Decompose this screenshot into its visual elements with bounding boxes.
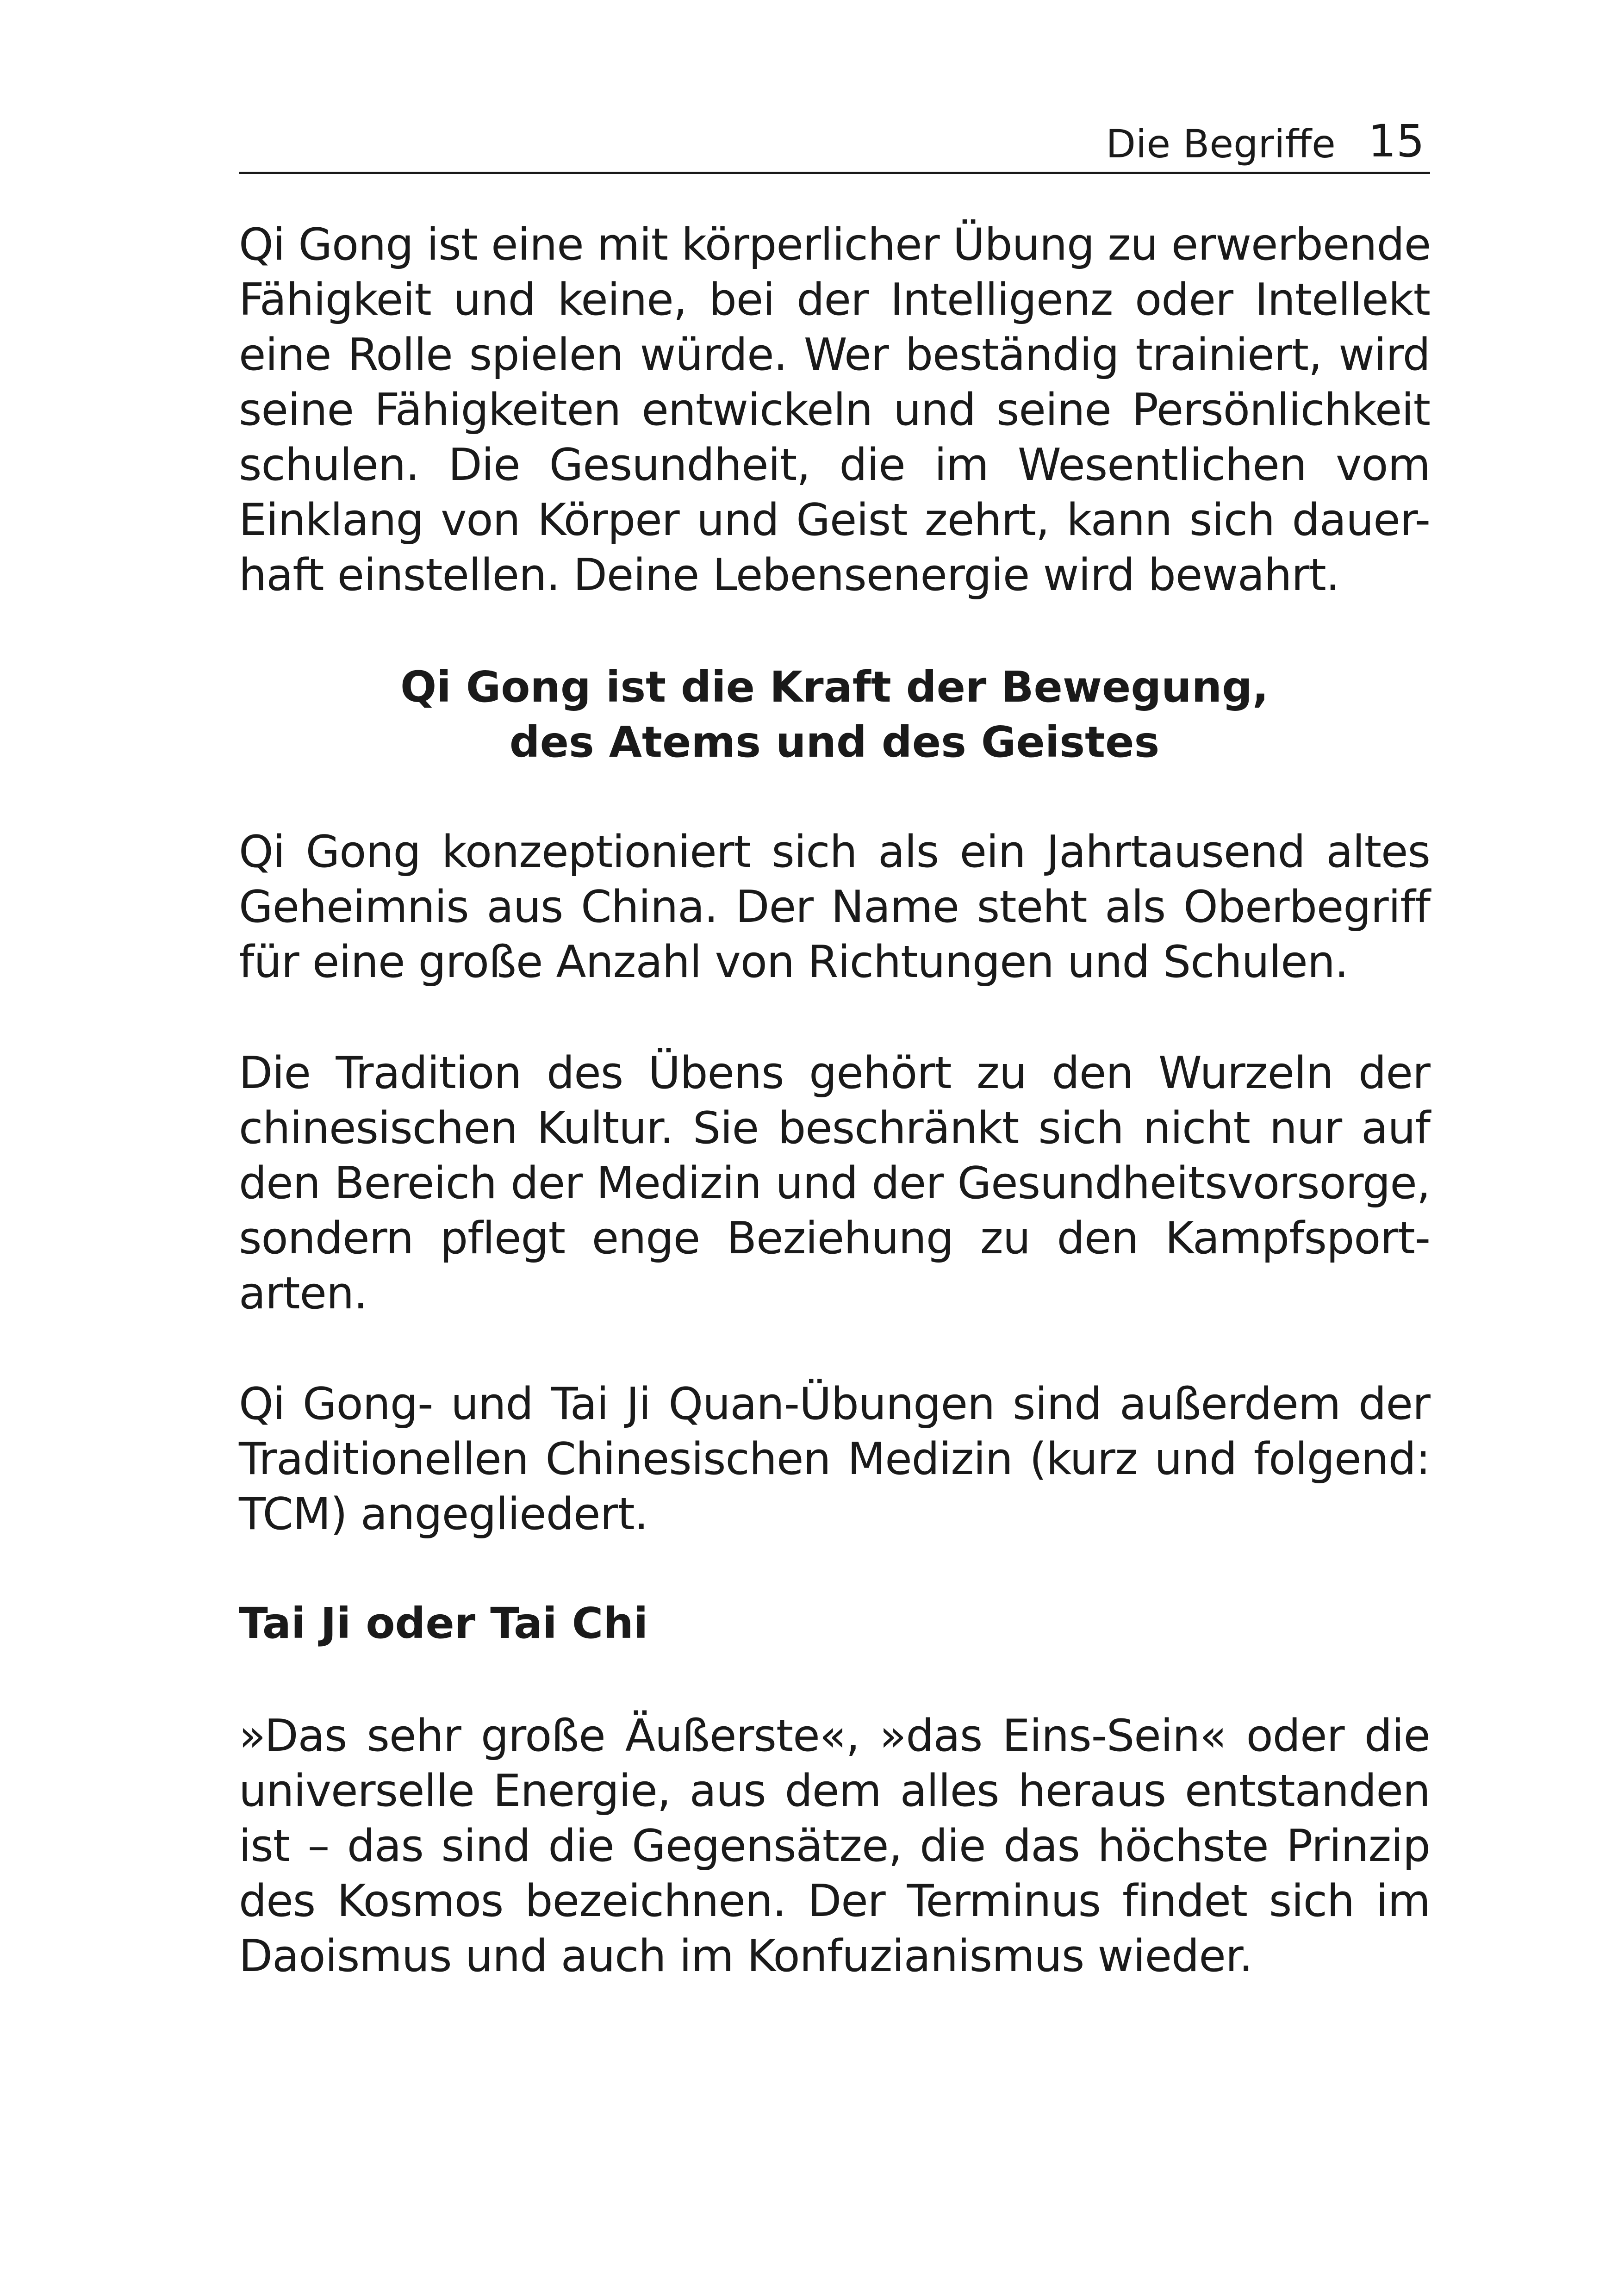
paragraph-tradition [239, 1046, 1430, 1321]
text-line: für eine große Anzahl von Richtungen und Schulen. [239, 937, 1349, 988]
text-line: eine Rolle spielen würde. Wer beständig trainiert, wird [239, 330, 1430, 380]
running-head-section-title: Die Begriffe [1106, 121, 1336, 167]
book-page [239, 0, 1430, 2296]
text-line: Fähigkeit und keine, bei der Intelligenz oder Intellekt [239, 274, 1430, 325]
paragraph-qi-gong-ability [239, 218, 1430, 603]
text-line: des Kosmos bezeichnen. Der Terminus findet sich im [239, 1876, 1430, 1927]
text-line: Qi Gong ist eine mit körperlicher Übung zu erwerbende [239, 219, 1431, 270]
text-line: chinesischen Kultur. Sie beschränkt sich nicht nur auf [239, 1103, 1430, 1154]
text-line: Qi Gong- und Tai Ji Quan-Übungen sind außerdem der [239, 1379, 1430, 1430]
paragraph-tai-ji-definition [239, 1709, 1430, 1984]
text-line: Daoismus und auch im Konfuzianismus wieder. [239, 1931, 1253, 1982]
running-header [239, 109, 1430, 174]
text-line: seine Fähigkeiten entwickeln und seine Persönlichkeit [239, 385, 1430, 436]
text-line: TCM) angegliedert. [239, 1489, 648, 1540]
heading-line: des Atems und des Geistes [509, 717, 1160, 767]
text-line: haft einstellen. Deine Lebensenergie wird bewahrt. [239, 550, 1339, 601]
text-line: Die Tradition des Übens gehört zu den Wurzeln der [239, 1048, 1430, 1099]
text-line: Qi Gong konzeptioniert sich als ein Jahrtausend altes [239, 827, 1430, 877]
text-line: sondern pflegt enge Beziehung zu den Kampfsport- [239, 1213, 1430, 1264]
text-line: ist – das sind die Gegensätze, die das höchste Prinzip [239, 1821, 1430, 1872]
text-line: universelle Energie, aus dem alles heraus entstanden [239, 1766, 1430, 1817]
text-line: den Bereich der Medizin und der Gesundheitsvorsorge, [239, 1158, 1430, 1209]
text-line: schulen. Die Gesundheit, die im Wesentlichen vom [239, 440, 1430, 491]
section-heading-kraft-der-bewegung [239, 660, 1430, 770]
paragraph-qi-gong-geheimnis [239, 825, 1430, 990]
text-line: Traditionellen Chinesischen Medizin (kurz und folgend: [239, 1434, 1430, 1485]
heading-line: Qi Gong ist die Kraft der Bewegung, [400, 662, 1269, 712]
text-line: Einklang von Körper und Geist zehrt, kann sich dauer- [239, 495, 1430, 546]
text-line: »Das sehr große Äußerste«, »das Eins-Sein« oder die [239, 1711, 1430, 1761]
page-number: 15 [1368, 115, 1425, 167]
paragraph-tcm [239, 1377, 1430, 1542]
text-line: arten. [239, 1268, 367, 1319]
text-line: Geheimnis aus China. Der Name steht als Oberbegriff [239, 882, 1430, 933]
section-heading-tai-ji: Tai Ji oder Tai Chi [239, 1599, 648, 1648]
